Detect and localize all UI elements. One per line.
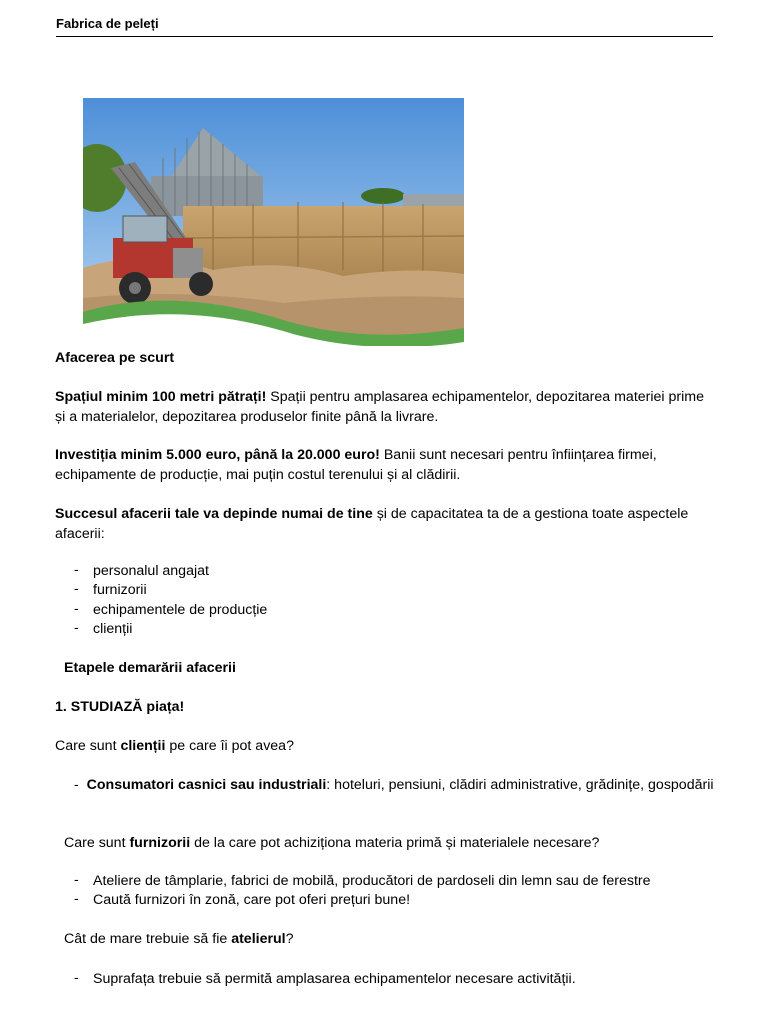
investment-bold: Investiția minim 5.000 euro, până la 20.000 euro! xyxy=(55,447,380,463)
paragraph-investment xyxy=(55,446,715,485)
list-dash: - xyxy=(74,601,79,617)
list-item: Ateliere de tâmplarie, fabrici de mobilă, producători de pardoseli din lemn sau de ferestre xyxy=(93,873,651,889)
list-dash: - xyxy=(74,891,79,907)
list-item: furnizorii xyxy=(93,582,147,598)
space-text: Spații pentru amplasarea echipamentelor, depozitarea materiei prime și a materialelor, depozitarea produselor finite până la livrare. xyxy=(55,389,704,425)
clients-post: pe care îi pot avea? xyxy=(165,738,294,754)
list-item: Caută furnizori în zonă, care pot oferi prețuri bune! xyxy=(93,892,411,908)
header-title: Fabrica de peleți xyxy=(56,16,159,31)
workshop-bold: atelierul xyxy=(231,931,286,947)
list-item: clienții xyxy=(93,621,133,637)
list-item: echipamentele de producție xyxy=(93,602,268,618)
consumers-text: : hoteluri, pensiuni, clădiri administrative, grădinițe, gospodării xyxy=(326,777,714,793)
list-dash: - xyxy=(74,620,79,636)
suppliers-pre: Care sunt xyxy=(64,835,130,851)
success-bold: Succesul afacerii tale va depinde numai de tine xyxy=(55,506,373,522)
suppliers-question xyxy=(64,834,724,854)
consumers-paragraph xyxy=(55,776,715,796)
stages-title: Etapele demarării afacerii xyxy=(64,660,236,676)
pellet-factory-photo xyxy=(83,98,464,346)
step1-title: 1. STUDIAZĂ piața! xyxy=(55,699,185,715)
suppliers-post: de la care pot achiziționa materia primă și materialele necesare? xyxy=(190,835,600,851)
clients-question xyxy=(55,737,715,757)
list-dash: - xyxy=(74,872,79,888)
clients-bold: clienții xyxy=(120,738,166,754)
paragraph-success xyxy=(55,505,715,544)
list-dash: - xyxy=(74,777,79,793)
workshop-pre: Cât de mare trebuie să fie xyxy=(64,931,232,947)
consumers-bold: Consumatori casnici sau industriali xyxy=(86,777,327,793)
workshop-post: ? xyxy=(285,931,294,947)
workshop-question xyxy=(64,930,724,950)
list-dash: - xyxy=(74,581,79,597)
page-header xyxy=(56,16,713,37)
list-dash: - xyxy=(74,970,79,986)
hero-photo xyxy=(83,98,464,346)
list-item: personalul angajat xyxy=(93,563,209,579)
list-dash: - xyxy=(74,562,79,578)
space-bold: Spațiul minim 100 metri pătrați! xyxy=(55,389,267,405)
list-item: Suprafața trebuie să permită amplasarea echipamentelor necesare activității. xyxy=(93,971,576,987)
suppliers-bold: furnizorii xyxy=(129,835,191,851)
clients-pre: Care sunt xyxy=(55,738,121,754)
section-title: Afacerea pe scurt xyxy=(55,350,175,366)
paragraph-space xyxy=(55,388,715,427)
investment-text: Banii sunt necesari pentru înființarea firmei, echipamente de producție, mai puțin costul terenului și al clădirii. xyxy=(55,447,657,483)
success-text: și de capacitatea ta de a gestiona toate aspectele afacerii: xyxy=(55,506,689,542)
